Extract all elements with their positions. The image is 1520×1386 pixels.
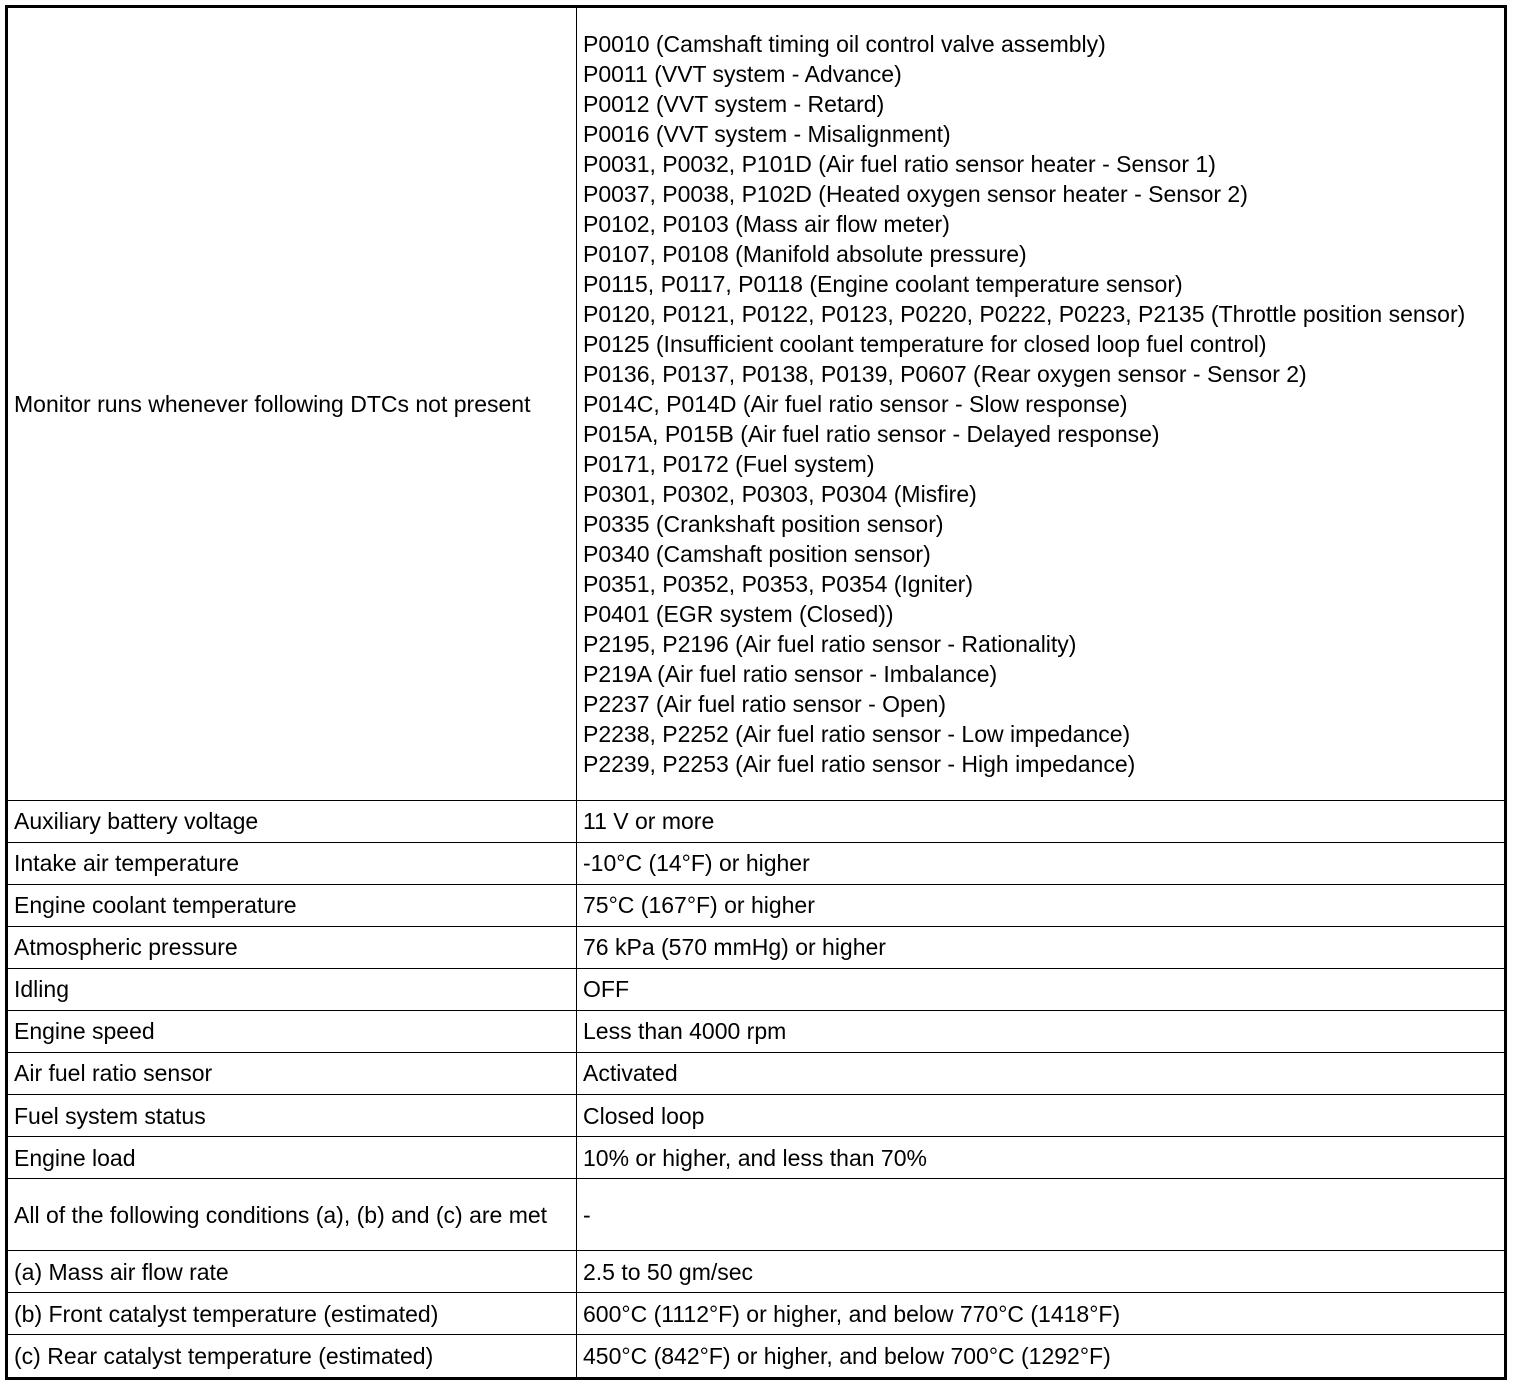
condition-value: 10% or higher, and less than 70% — [577, 1137, 1505, 1179]
dtc-item: P0120, P0121, P0122, P0123, P0220, P0222, P0223, P2135 (Throttle position sensor) — [583, 300, 1466, 327]
dtc-item: P2195, P2196 (Air fuel ratio sensor - Rationality) — [583, 630, 1077, 657]
table-row — [8, 1179, 1504, 1251]
condition-label: (c) Rear catalyst temperature (estimated) — [8, 1335, 577, 1377]
dtc-item: P0012 (VVT system - Retard) — [583, 90, 885, 117]
dtc-item: P0016 (VVT system - Misalignment) — [583, 120, 951, 147]
condition-label: (a) Mass air flow rate — [8, 1251, 577, 1293]
dtc-item: P0102, P0103 (Mass air flow meter) — [583, 210, 950, 237]
dtc-item: P2239, P2253 (Air fuel ratio sensor - High impedance) — [583, 750, 1136, 777]
dtc-list — [577, 8, 1505, 800]
table-row — [8, 1010, 1504, 1052]
condition-value: Less than 4000 rpm — [577, 1010, 1505, 1052]
condition-value: 450°C (842°F) or higher, and below 700°C (1292°F) — [577, 1335, 1505, 1377]
condition-label: Engine coolant temperature — [8, 884, 577, 926]
table-row — [8, 842, 1504, 884]
table-row — [8, 1335, 1504, 1377]
condition-label: Engine speed — [8, 1010, 577, 1052]
condition-value: - — [577, 1179, 1505, 1251]
table-row — [8, 926, 1504, 968]
condition-label: Auxiliary battery voltage — [8, 800, 577, 842]
dtc-item: P2238, P2252 (Air fuel ratio sensor - Low impedance) — [583, 720, 1131, 747]
dtc-item: P0351, P0352, P0353, P0354 (Igniter) — [583, 570, 974, 597]
dtc-item: P014C, P014D (Air fuel ratio sensor - Slow response) — [583, 390, 1128, 417]
dtc-row-label: Monitor runs whenever following DTCs not present — [8, 8, 577, 800]
table-row — [8, 1251, 1504, 1293]
dtc-item: P0115, P0117, P0118 (Engine coolant temperature sensor) — [583, 270, 1183, 297]
dtc-item: P0401 (EGR system (Closed)) — [583, 600, 894, 627]
table-row-dtc — [8, 8, 1504, 800]
condition-label: All of the following conditions (a), (b) and (c) are met — [8, 1179, 577, 1251]
dtc-item: P0335 (Crankshaft position sensor) — [583, 510, 944, 537]
dtc-item: P0171, P0172 (Fuel system) — [583, 450, 875, 477]
condition-label: Idling — [8, 968, 577, 1010]
dtc-item: P0031, P0032, P101D (Air fuel ratio sensor heater - Sensor 1) — [583, 150, 1216, 177]
condition-value: Closed loop — [577, 1094, 1505, 1136]
condition-value: 600°C (1112°F) or higher, and below 770°C (1418°F) — [577, 1293, 1505, 1335]
table-row — [8, 800, 1504, 842]
table-row — [8, 1094, 1504, 1136]
dtc-item: P015A, P015B (Air fuel ratio sensor - Delayed response) — [583, 420, 1160, 447]
condition-value: OFF — [577, 968, 1505, 1010]
condition-value: 2.5 to 50 gm/sec — [577, 1251, 1505, 1293]
dtc-item: P0010 (Camshaft timing oil control valve assembly) — [583, 30, 1106, 57]
conditions-table — [8, 8, 1504, 1377]
condition-value: -10°C (14°F) or higher — [577, 842, 1505, 884]
table-row — [8, 1137, 1504, 1179]
condition-value: 76 kPa (570 mmHg) or higher — [577, 926, 1505, 968]
dtc-item: P0011 (VVT system - Advance) — [583, 60, 902, 87]
table-row — [8, 884, 1504, 926]
table-row — [8, 1052, 1504, 1094]
dtc-item: P0340 (Camshaft position sensor) — [583, 540, 931, 567]
dtc-item: P0136, P0137, P0138, P0139, P0607 (Rear oxygen sensor - Sensor 2) — [583, 360, 1307, 387]
table-row — [8, 1293, 1504, 1335]
condition-label: Engine load — [8, 1137, 577, 1179]
conditions-table-frame — [5, 5, 1507, 1380]
condition-label: Atmospheric pressure — [8, 926, 577, 968]
condition-value: 75°C (167°F) or higher — [577, 884, 1505, 926]
condition-value: Activated — [577, 1052, 1505, 1094]
condition-label: Intake air temperature — [8, 842, 577, 884]
dtc-item: P0107, P0108 (Manifold absolute pressure) — [583, 240, 1027, 267]
condition-label: Air fuel ratio sensor — [8, 1052, 577, 1094]
dtc-item: P219A (Air fuel ratio sensor - Imbalance) — [583, 660, 998, 687]
condition-value: 11 V or more — [577, 800, 1505, 842]
dtc-item: P0301, P0302, P0303, P0304 (Misfire) — [583, 480, 977, 507]
table-row — [8, 968, 1504, 1010]
condition-label: Fuel system status — [8, 1094, 577, 1136]
dtc-item: P2237 (Air fuel ratio sensor - Open) — [583, 690, 947, 717]
dtc-item: P0125 (Insufficient coolant temperature for closed loop fuel control) — [583, 330, 1267, 357]
condition-label: (b) Front catalyst temperature (estimated) — [8, 1293, 577, 1335]
dtc-item: P0037, P0038, P102D (Heated oxygen sensor heater - Sensor 2) — [583, 180, 1248, 207]
